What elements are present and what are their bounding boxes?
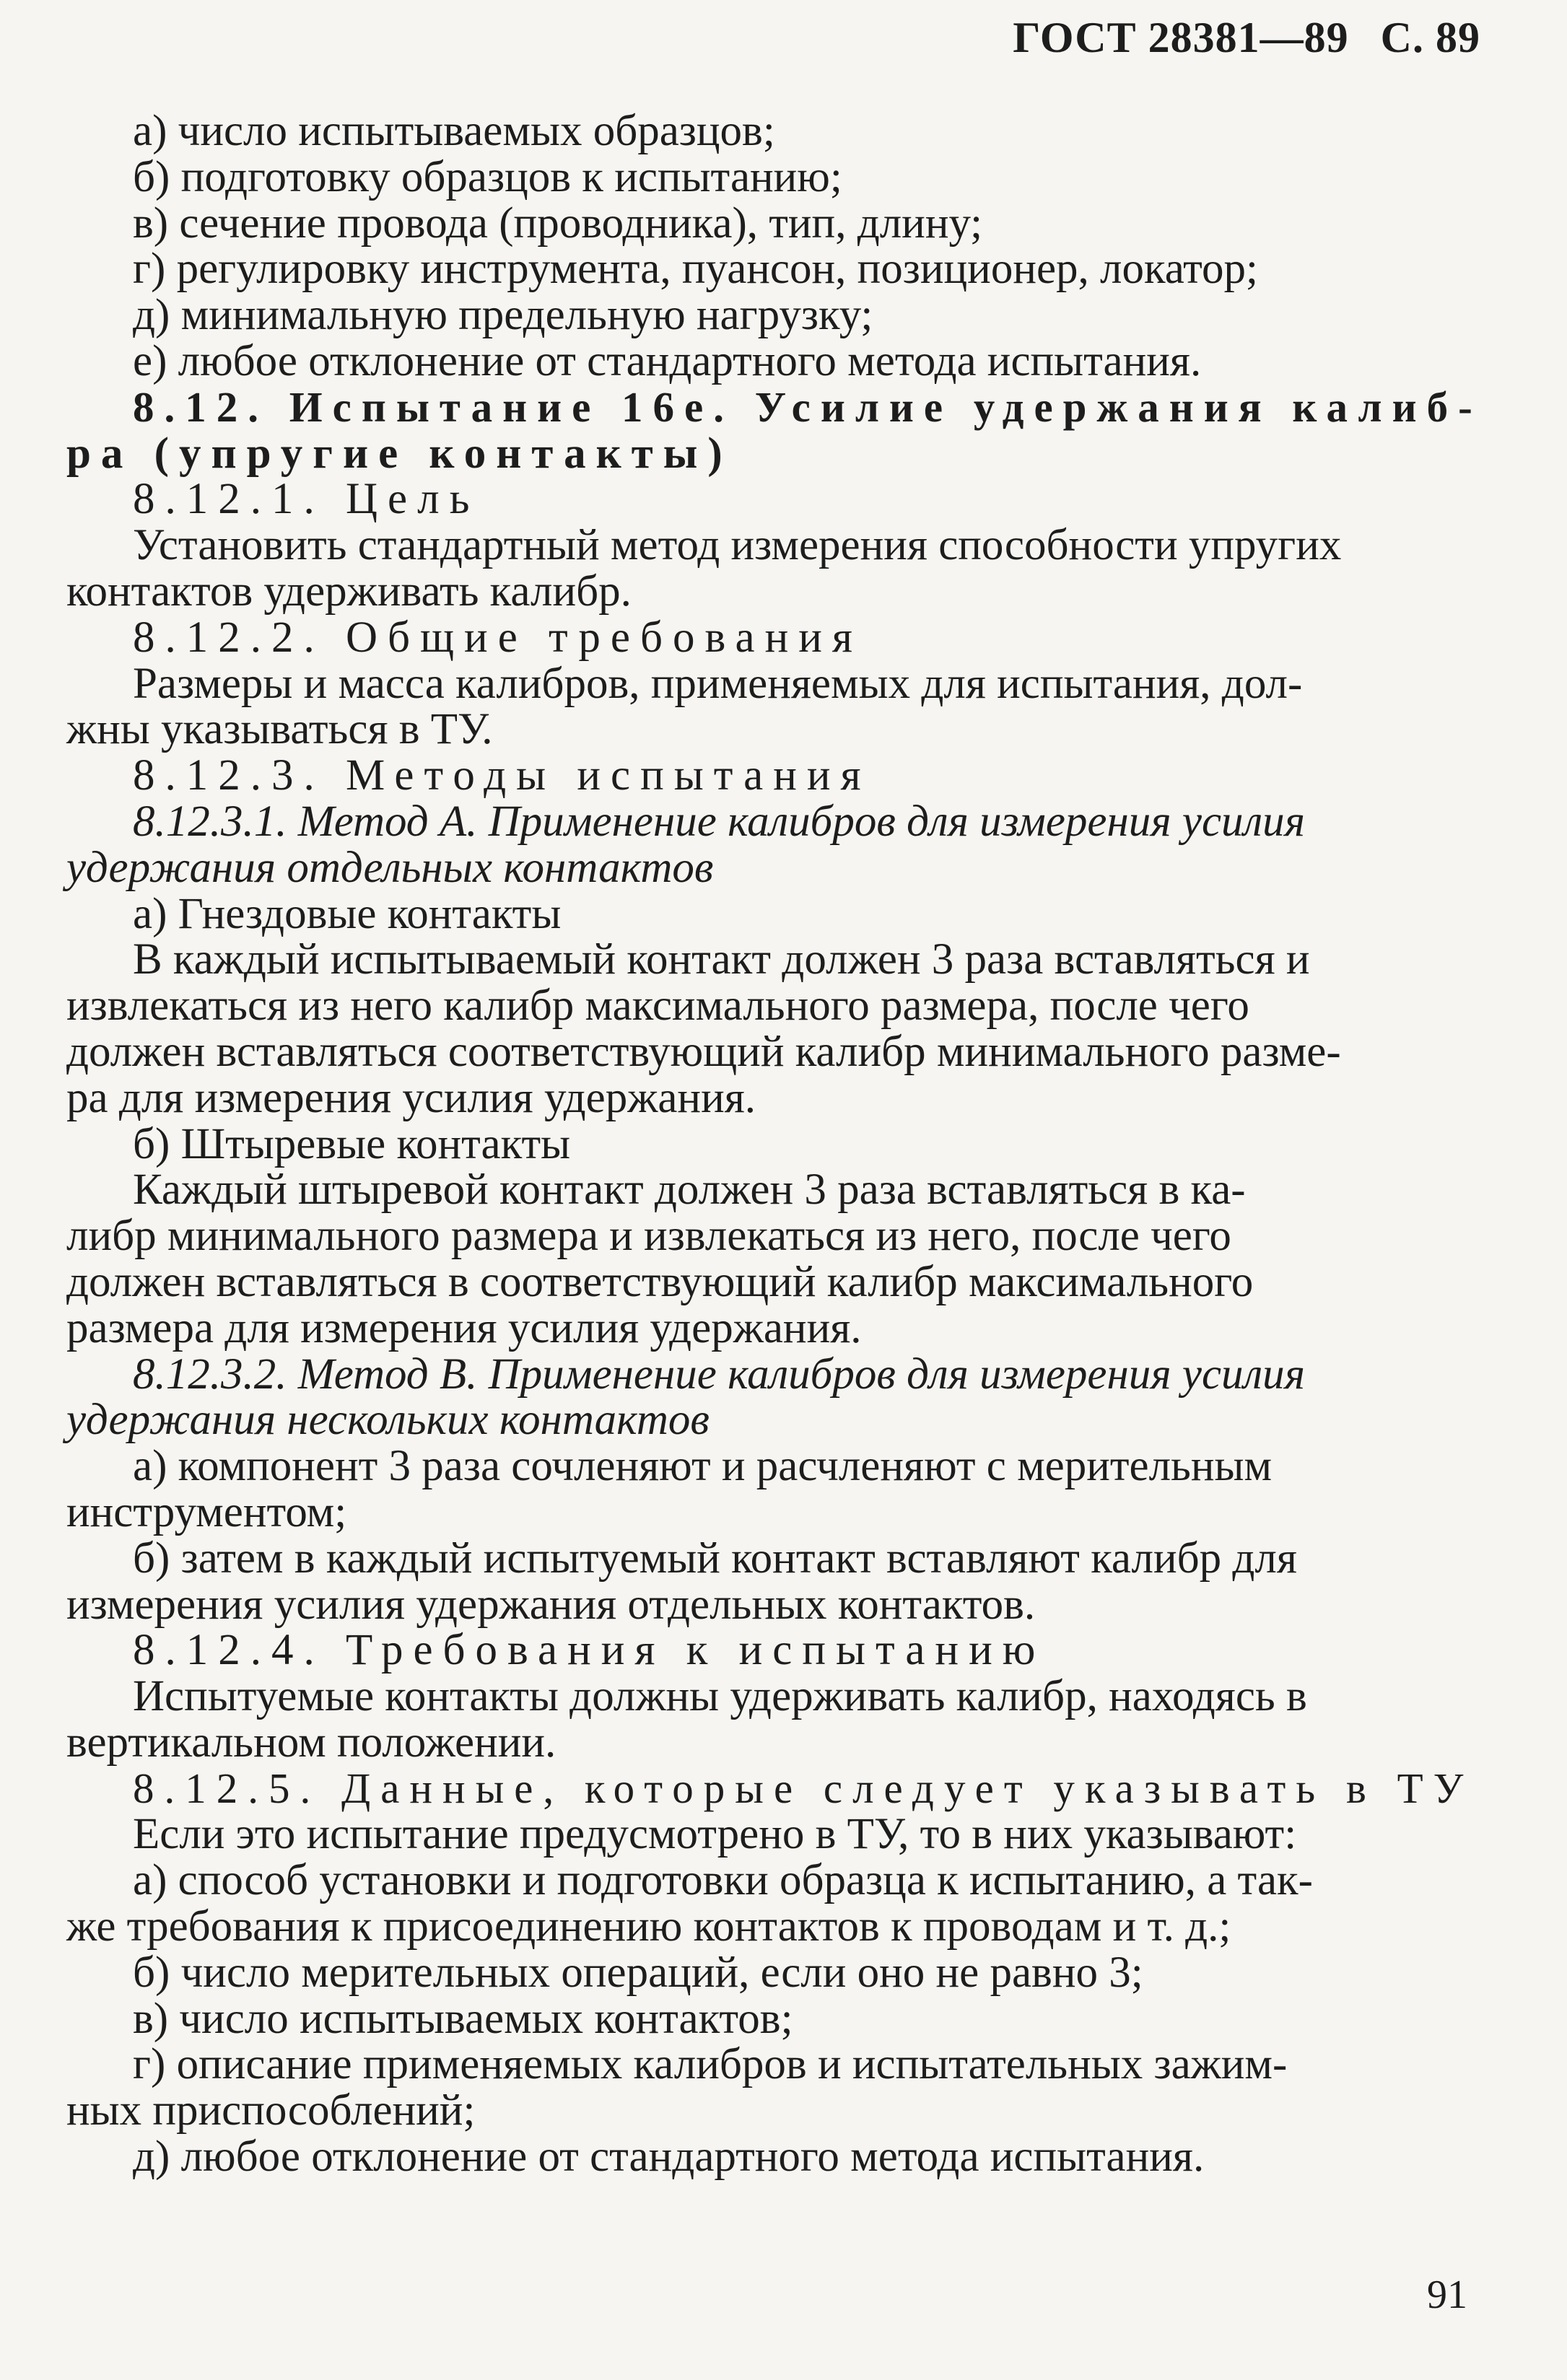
text-line: г) регулировку инструмента, пуансон, позиционер, локатор; (133, 245, 1258, 294)
text-line: 8.12.3.1. Метод А. Применение калибров для измерения усилия (133, 797, 1305, 846)
text-line: ных приспособлений; (66, 2086, 476, 2135)
text-line: В каждый испытываемый контакт должен 3 раза вставляться и (133, 935, 1310, 984)
page-header (992, 13, 1480, 63)
text-line: а) число испытываемых образцов; (133, 107, 775, 155)
text-line: 8.12.3. Методы испытания (133, 751, 871, 800)
text-line: а) Гнездовые контакты (133, 889, 562, 938)
text-line: извлекаться из него калибр максимального размера, после чего (66, 981, 1249, 1031)
text-line: б) подготовку образцов к испытанию; (133, 152, 842, 201)
text-line: а) способ установки и подготовки образца к испытанию, а так- (133, 1856, 1313, 1905)
text-line: б) затем в каждый испытуемый контакт вставляют калибр для (133, 1534, 1297, 1583)
standard-number: ГОСТ 28381—89 (1013, 14, 1349, 61)
text-line: е) любое отклонение от стандартного метода испытания. (133, 336, 1202, 385)
text-line: размера для измерения усилия удержания. (66, 1303, 862, 1352)
text-line: же требования к присоединению контактов к проводам и т. д.; (66, 1902, 1231, 1951)
text-line: Каждый штыревой контакт должен 3 раза вставляться в ка- (133, 1165, 1246, 1215)
text-line: 8.12.4. Требования к испытанию (133, 1626, 1046, 1675)
text-line: инструментом; (66, 1487, 347, 1536)
text-line: д) любое отклонение от стандартного метода испытания. (133, 2132, 1205, 2182)
document-body (66, 108, 1487, 2180)
text-line: б) Штыревые контакты (133, 1119, 571, 1168)
header-page-label: С. 89 (1380, 14, 1480, 61)
text-line: 8.12.5. Данные, которые следует указывать в ТУ (133, 1764, 1474, 1812)
text-line: 8.12.1. Цель (133, 475, 480, 524)
text-line: в) число испытываемых контактов; (133, 1994, 793, 2043)
text-line: 8.12. Испытание 16е. Усилие удержания калиб- (133, 382, 1483, 431)
text-line: б) число мерительных операций, если оно не равно 3; (133, 1948, 1143, 1997)
text-line: Размеры и масса калибров, применяемых для испытания, дол- (133, 659, 1303, 708)
text-line: ра для измерения усилия удержания. (66, 1073, 756, 1122)
text-line: д) минимальную предельную нагрузку; (133, 291, 873, 340)
text-line: Установить стандартный метод измерения способности упругих (133, 521, 1342, 570)
text-line: а) компонент 3 раза сочленяют и расчленяют с мерительным (133, 1442, 1273, 1491)
text-line: г) описание применяемых калибров и испытательных зажим- (133, 2040, 1288, 2089)
text-line: измерения усилия удержания отдельных контактов. (66, 1580, 1036, 1629)
text-line: жны указываться в ТУ. (66, 705, 493, 754)
text-line: контактов удерживать калибр. (66, 566, 632, 616)
text-line: ра (упругие контакты) (66, 429, 733, 478)
text-line: удержания нескольких контактов (66, 1396, 710, 1445)
text-line: Если это испытание предусмотрено в ТУ, то в них указывают: (133, 1810, 1297, 1859)
text-line: Испытуемые контакты должны удерживать калибр, находясь в (133, 1672, 1307, 1721)
text-line: должен вставляться в соответствующий калибр максимального (66, 1257, 1254, 1306)
text-line: вертикальном положении. (66, 1718, 556, 1767)
text-line: либр минимального размера и извлекаться из него, после чего (66, 1212, 1231, 1261)
text-line: в) сечение провода (проводника), тип, длину; (133, 198, 983, 248)
text-line: 8.12.2. Общие требования (133, 613, 863, 662)
page-number: 91 (1427, 2272, 1467, 2317)
text-line: должен вставляться соответствующий калибр минимального разме- (66, 1027, 1341, 1076)
text-line: удержания отдельных контактов (66, 843, 714, 892)
text-line: 8.12.3.2. Метод В. Применение калибров для измерения усилия (133, 1349, 1305, 1399)
